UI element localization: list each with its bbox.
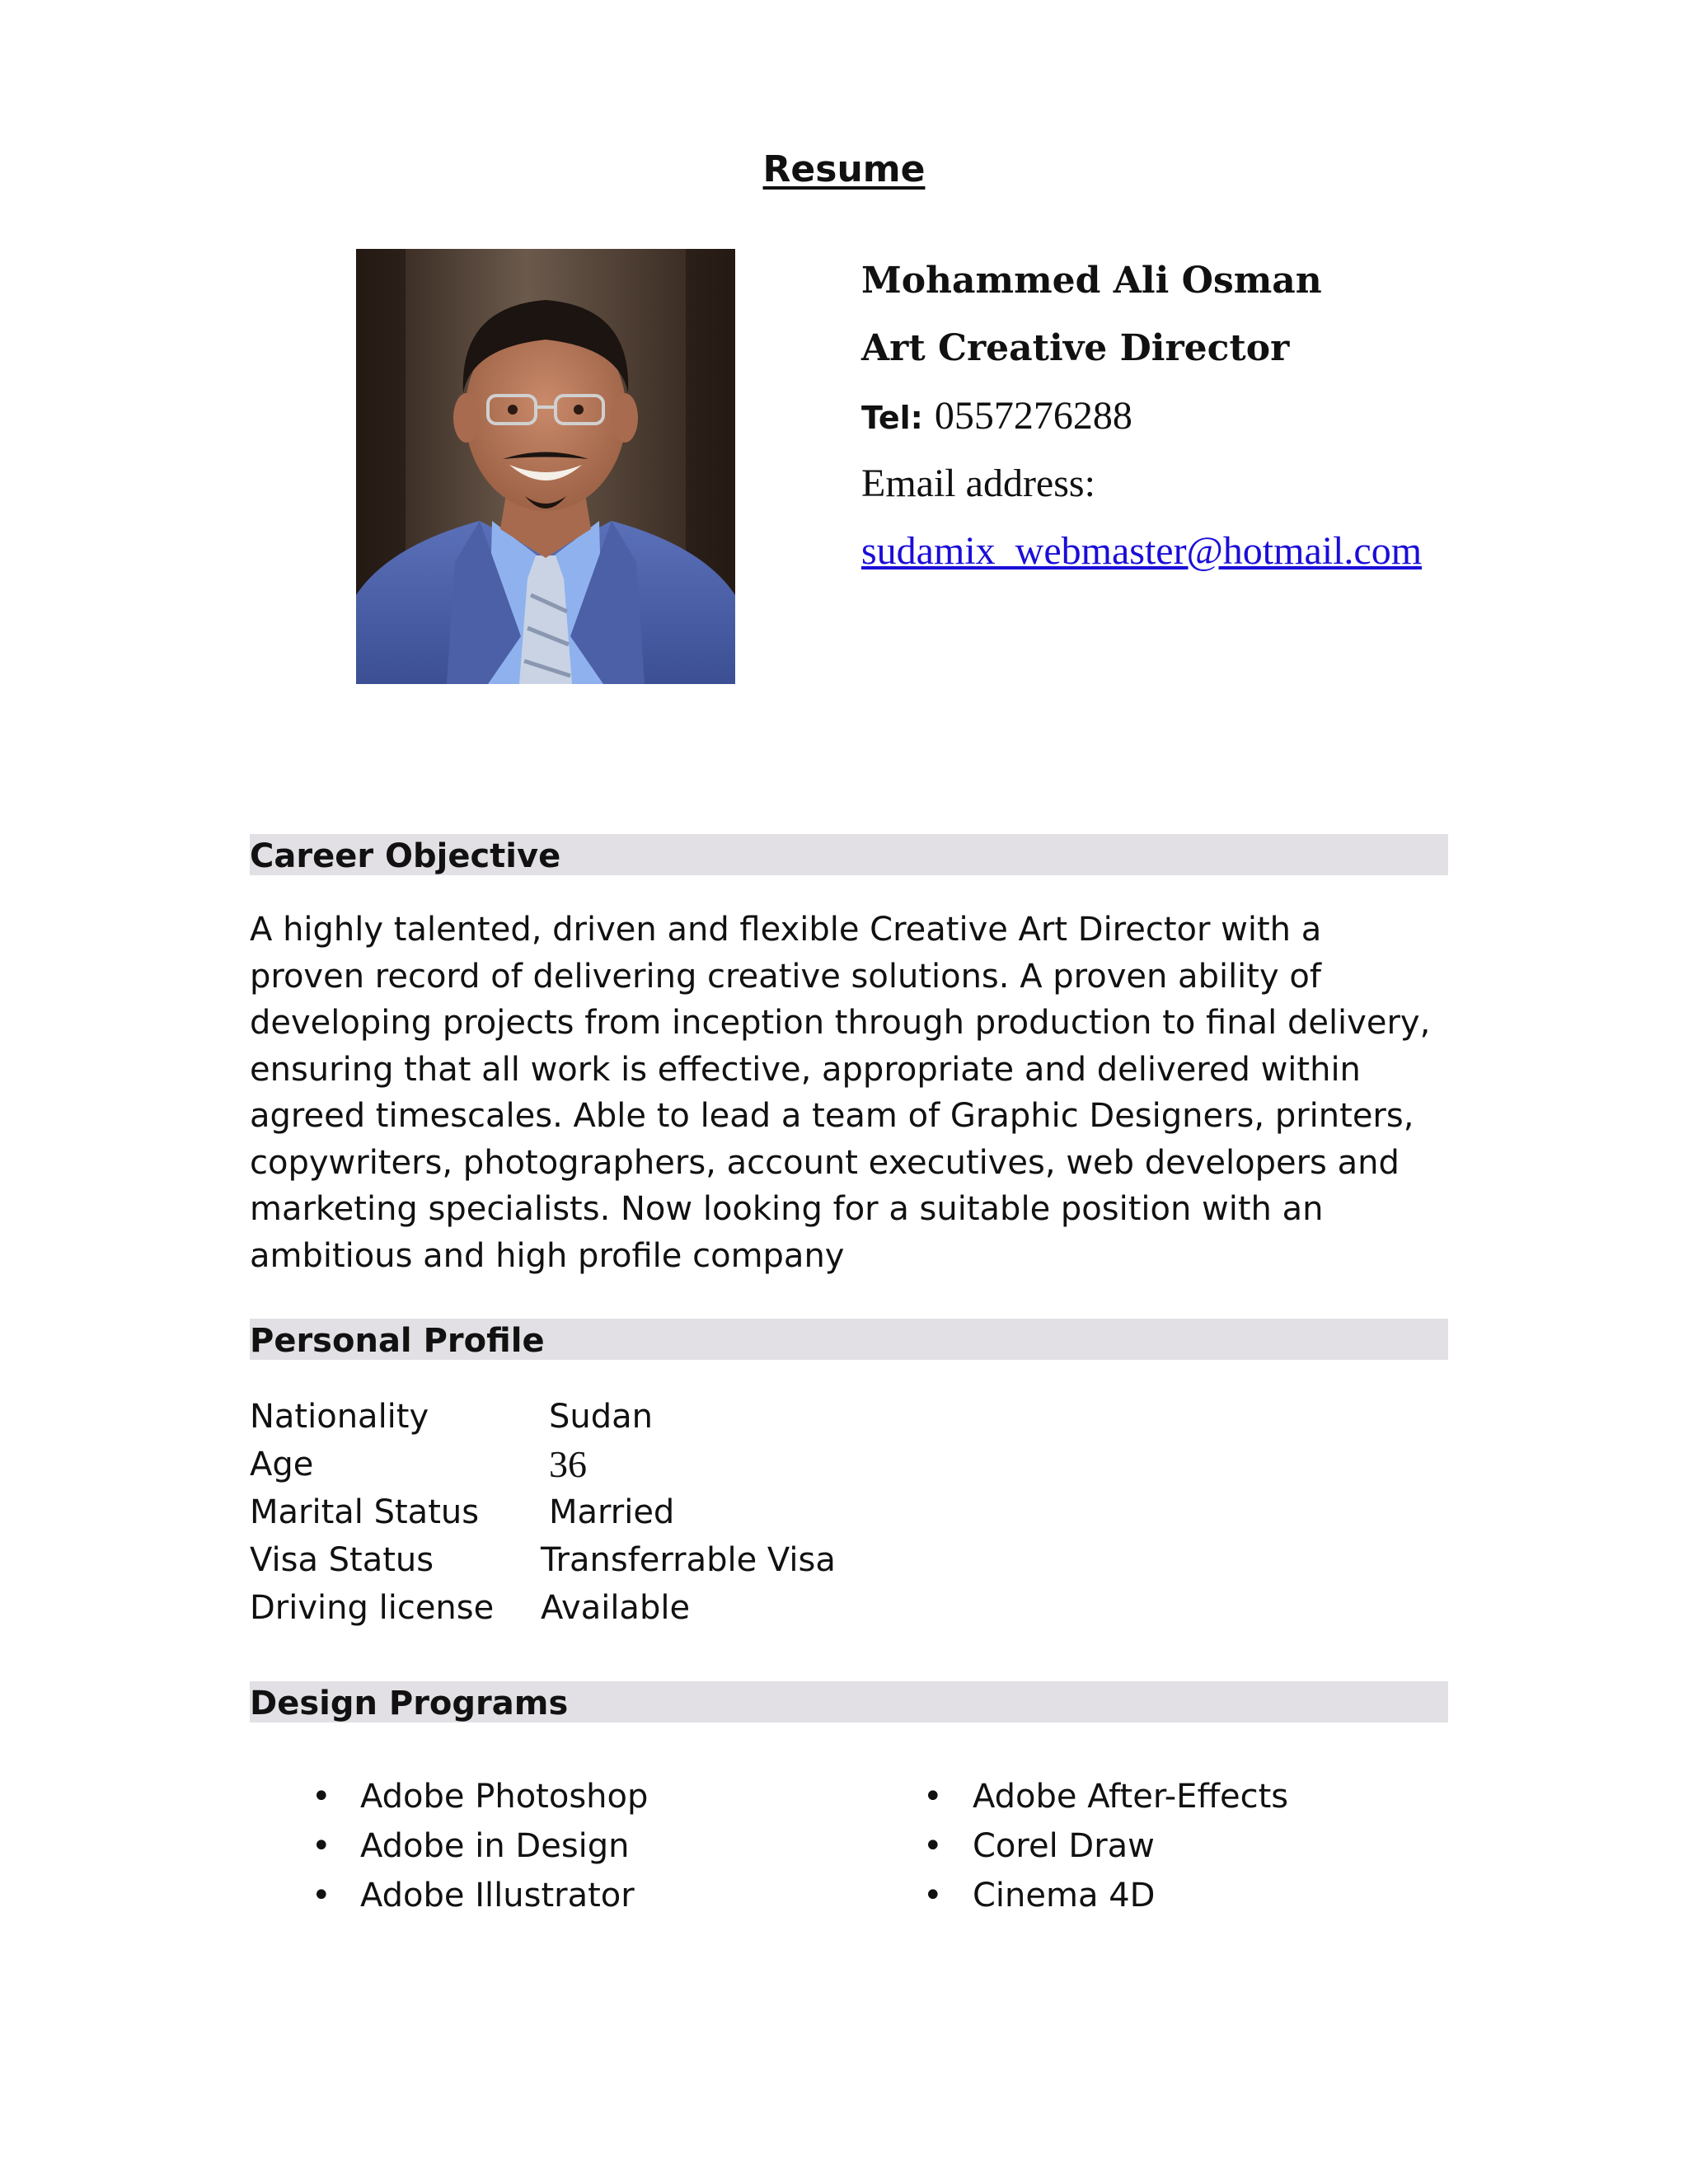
job-title: Art Creative Director <box>861 327 1290 369</box>
profile-value: Sudan <box>549 1398 653 1436</box>
career-objective-text: A highly talented, driven and flexible Creative Art Director with a proven record of delivering creative solutions. A proven ability of developing projects from inception through production to final delivery, ensuring that all work is effective, appropriate and delivered within agreed timescales. Able to lead a team of Graphic Designers, printers, copywriters, photographers, account executives, web developers and marketing specialists. Now looking for a suitable position with an ambitious and high profile company <box>250 911 1431 1275</box>
profile-value: Transferrable Visa <box>541 1541 836 1579</box>
email-label: Email address: <box>861 462 1095 505</box>
profile-row-nationality <box>250 1393 1239 1441</box>
profile-row-driving-license <box>250 1584 1239 1632</box>
personal-profile-list <box>250 1393 1239 1632</box>
person-name: Mohammed Ali Osman <box>861 260 1322 302</box>
document-title: Resume <box>762 148 926 190</box>
profile-row-marital-status <box>250 1488 1239 1536</box>
profile-row-age <box>250 1441 1239 1488</box>
profile-photo <box>356 249 735 684</box>
email-link[interactable]: sudamix_webmaster@hotmail.com <box>861 529 1423 573</box>
design-programs-header: Design Programs <box>250 1681 1448 1722</box>
bullet-icon: • <box>312 1827 331 1865</box>
program-item: Adobe Photoshop <box>360 1778 649 1816</box>
profile-value: 36 <box>549 1443 587 1485</box>
profile-label: Age <box>250 1446 314 1483</box>
profile-row-visa-status <box>250 1536 1239 1584</box>
contact-block <box>861 247 1603 585</box>
career-objective-header: Career Objective <box>250 834 1448 875</box>
bullet-icon: • <box>312 1778 331 1816</box>
profile-label: Marital Status <box>250 1493 480 1531</box>
bullet-icon: • <box>923 1778 943 1816</box>
email-line <box>861 518 1603 585</box>
program-item: Adobe Illustrator <box>360 1877 635 1915</box>
email-label-line <box>861 450 1603 518</box>
phone-number: 0557276288 <box>934 394 1132 438</box>
profile-value: Available <box>541 1589 691 1627</box>
profile-value: Married <box>549 1493 675 1531</box>
profile-label: Driving license <box>250 1589 495 1627</box>
bullet-icon: • <box>923 1877 943 1915</box>
personal-profile-header: Personal Profile <box>250 1319 1448 1360</box>
profile-label: Nationality <box>250 1398 429 1436</box>
program-item: Adobe After-Effects <box>973 1778 1289 1816</box>
program-item: Cinema 4D <box>973 1877 1156 1915</box>
profile-label: Visa Status <box>250 1541 434 1579</box>
portrait-image <box>356 249 735 684</box>
program-item: Corel Draw <box>973 1827 1155 1865</box>
bullet-icon: • <box>312 1877 331 1915</box>
program-item: Adobe in Design <box>360 1827 630 1865</box>
bullet-icon: • <box>923 1827 943 1865</box>
phone-line <box>861 382 1603 450</box>
phone-label: Tel: <box>861 400 923 436</box>
